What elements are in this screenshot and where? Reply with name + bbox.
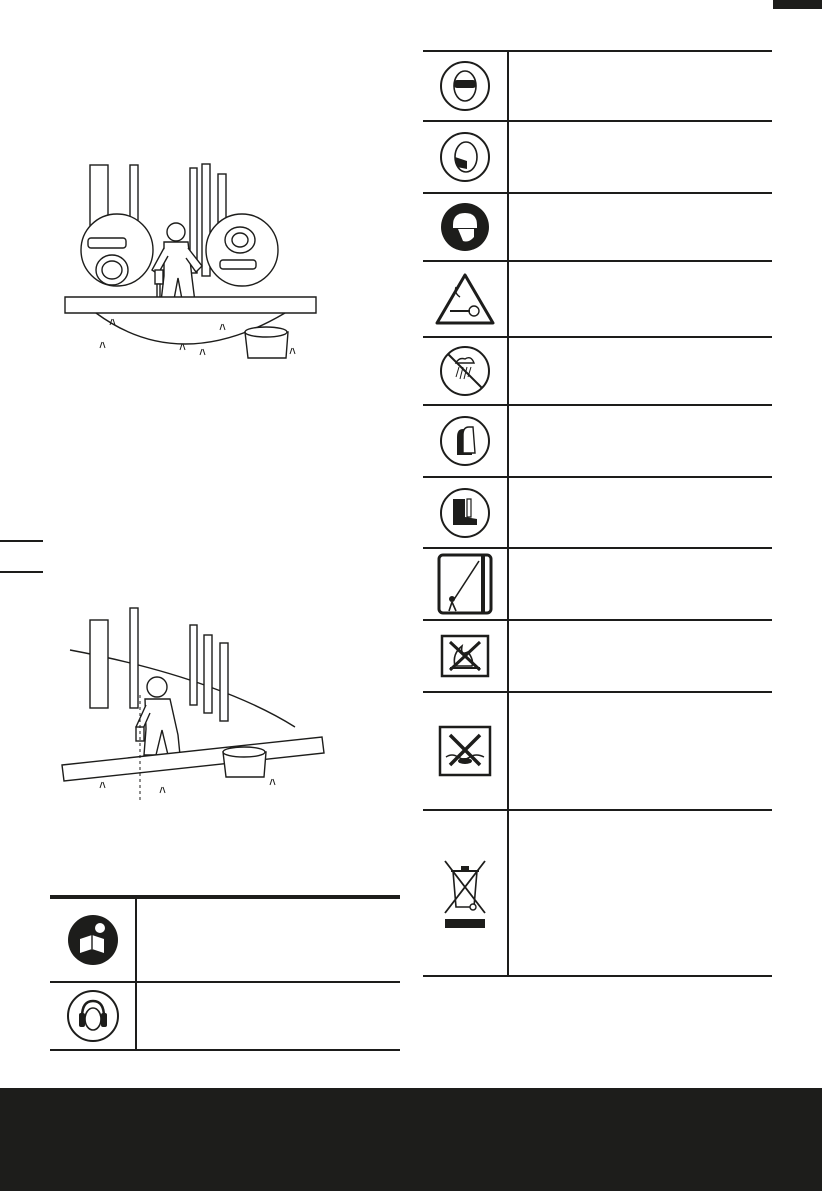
eye-protection-icon: [439, 60, 491, 112]
symbol-row: [423, 477, 772, 548]
footer-bar: [0, 1088, 822, 1191]
symbol-row: [50, 982, 400, 1050]
no-water-pollution-icon: [438, 725, 492, 777]
overhead-lines-icon: [437, 553, 493, 615]
tree-felling-slope-icon: [60, 605, 340, 800]
symbol-description: [508, 337, 772, 405]
tree-felling-level-icon: [60, 160, 322, 365]
symbol-row: [423, 121, 772, 193]
kickback-warning-icon: [434, 271, 496, 327]
weee-disposal-icon: [439, 855, 491, 931]
head-protection-icon: [439, 201, 491, 253]
symbol-description: [508, 810, 772, 976]
symbol-description: [508, 692, 772, 810]
symbol-description: [136, 982, 400, 1050]
side-tab-line-bottom: [0, 571, 43, 573]
side-tab-line-top: [0, 540, 43, 542]
corner-mark: [773, 0, 822, 9]
symbol-description: [136, 897, 400, 982]
illustration-slope: [60, 605, 340, 800]
safety-boots-icon: [439, 487, 491, 539]
left-symbol-table: [50, 895, 400, 1051]
symbol-row: [423, 405, 772, 477]
illustration-level-ground: [60, 160, 322, 365]
symbol-description: [508, 261, 772, 337]
symbol-row: [423, 548, 772, 620]
symbol-description: [508, 405, 772, 477]
symbol-description: [508, 548, 772, 620]
symbol-row: [423, 337, 772, 405]
symbol-description: [508, 620, 772, 692]
no-fire-icon: [440, 634, 490, 678]
symbol-row: [423, 51, 772, 121]
symbol-description: [508, 51, 772, 121]
symbol-row: [423, 810, 772, 976]
symbol-row: [423, 193, 772, 261]
symbol-description: [508, 193, 772, 261]
dust-mask-icon: [439, 131, 491, 183]
symbol-row: [423, 692, 772, 810]
ear-protection-icon: [66, 989, 120, 1043]
symbol-row: [423, 620, 772, 692]
read-manual-icon: [66, 913, 120, 967]
protective-gloves-icon: [439, 415, 491, 467]
symbol-row: [423, 261, 772, 337]
right-symbol-table: [423, 50, 772, 977]
symbol-description: [508, 477, 772, 548]
symbol-row: [50, 897, 400, 982]
symbol-description: [508, 121, 772, 193]
no-rain-icon: [439, 345, 491, 397]
